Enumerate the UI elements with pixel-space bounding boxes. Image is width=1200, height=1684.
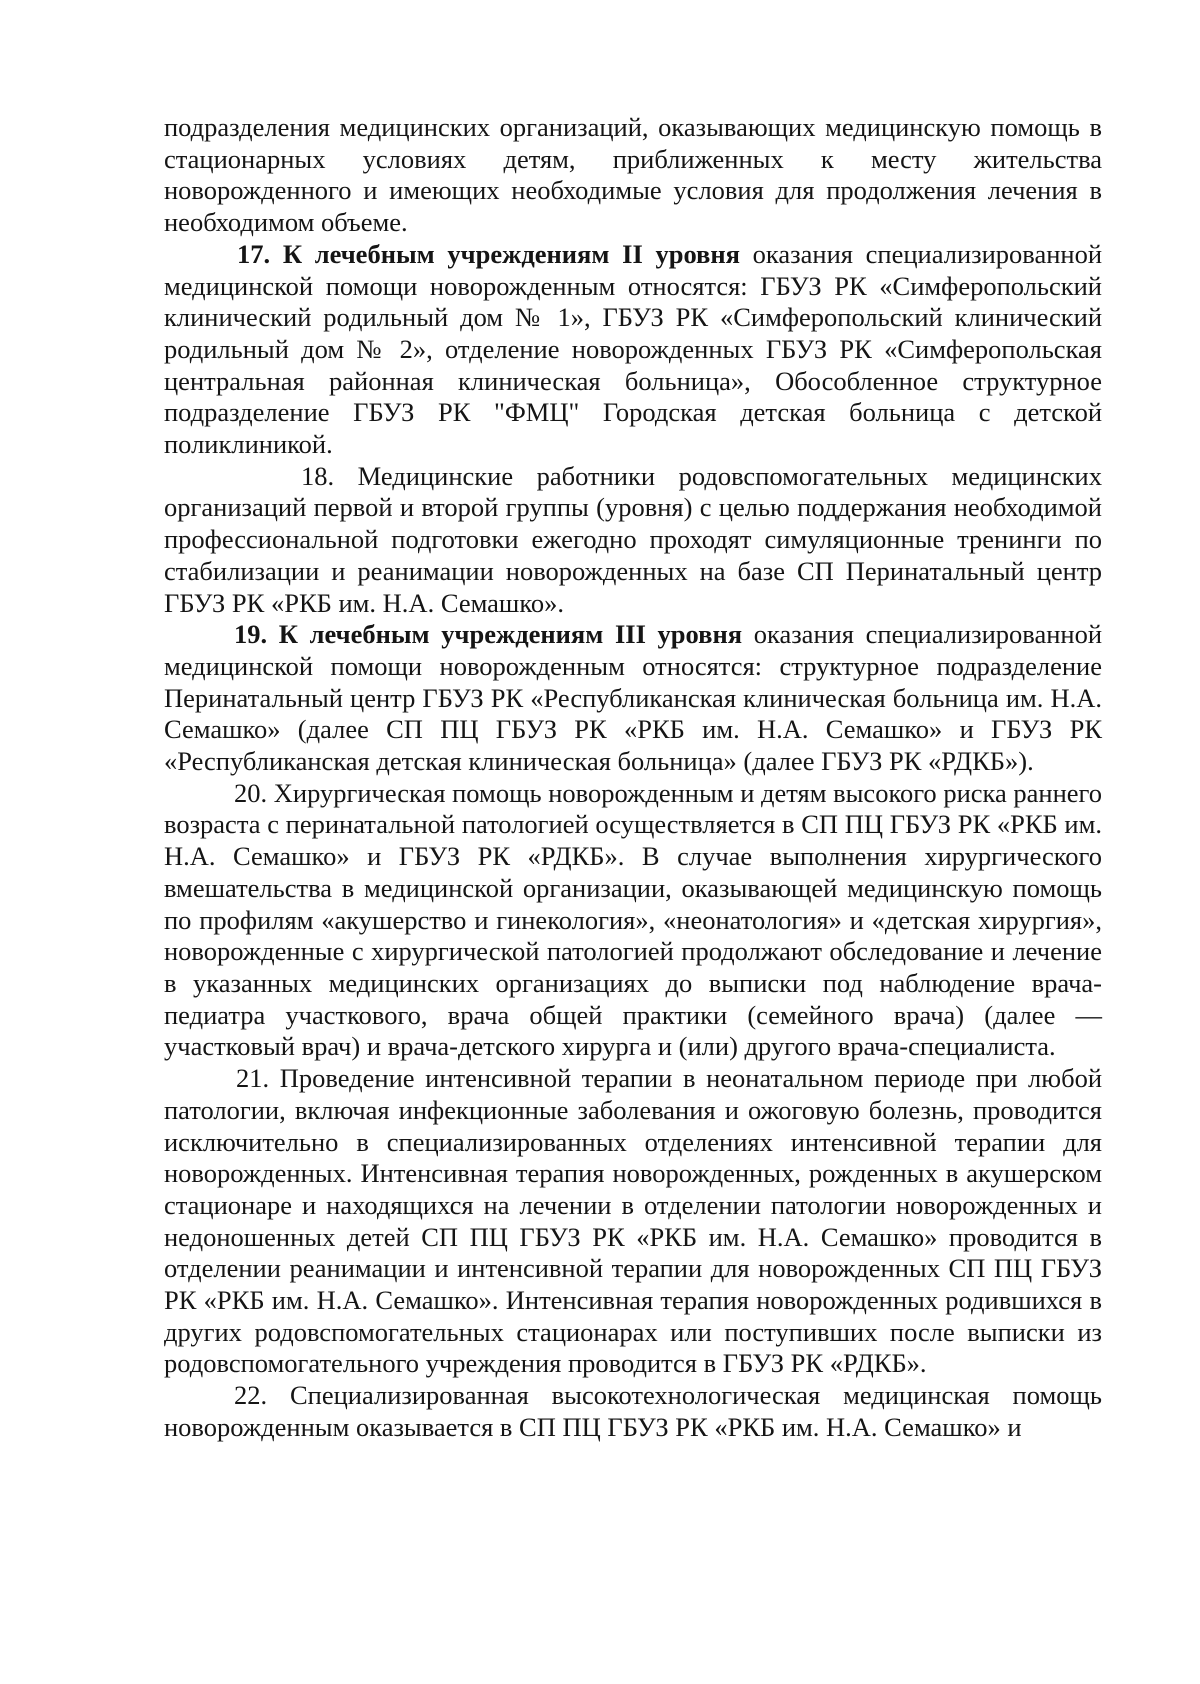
paragraph-17 (164, 239, 1102, 461)
paragraph-text: подразделения медицинских организаций, оказывающих медицинскую помощь в стационарных условиях детям, приближенных к месту жительства новорожденного и имеющих необходимые условия для продолжения лечения в необходимом объеме. (164, 112, 1102, 238)
paragraph-text: оказания специализированной медицинской помощи новорожденным относятся: ГБУЗ РК «Симферопольский клинический родильный дом № 1», ГБУЗ РК «Симферопольский клинический родильный дом № 2», отделение новорожденных ГБУЗ РК «Симферопольская центральная районная клиническая больница», Обособленное структурное подразделение ГБУЗ РК "ФМЦ" Городская детская больница с детской поликлиникой. (164, 238, 1102, 460)
paragraph-18 (164, 461, 1102, 620)
paragraph-21 (164, 1063, 1102, 1380)
paragraph-continuation (164, 112, 1102, 239)
paragraph-19 (164, 619, 1102, 778)
paragraph-text: 21. Проведение интенсивной терапии в неонатальном периоде при любой патологии, включая инфекционные заболевания и ожоговую болезнь, проводится исключительно в специализированных отделениях интенсивной терапии для новорожденных. Интенсивная терапия новорожденных, рожденных в акушерском стационаре и находящихся на лечении в отделении патологии новорожденных и недоношенных детей СП ПЦ ГБУЗ РК «РКБ им. Н.А. Семашко» проводится в отделении реанимации и интенсивной терапии для новорожденных СП ПЦ ГБУЗ РК «РКБ им. Н.А. Семашко». Интенсивная терапия новорожденных родившихся в других родовспомогательных стационарах или поступивших после выписки из родовспомогательного учреждения проводится в ГБУЗ РК «РДКБ». (164, 1063, 1102, 1379)
paragraph-20 (164, 778, 1102, 1063)
document-page (164, 112, 1102, 1444)
paragraph-text: оказания специализированной медицинской помощи новорожденным относятся: структурное подразделение Перинатальный центр ГБУЗ РК «Республиканская клиническая больница им. Н.А. Семашко» (далее СП ПЦ ГБУЗ РК «РКБ им. Н.А. Семашко» и ГБУЗ РК «Республиканская детская клиническая больница» (далее ГБУЗ РК «РДКБ»). (164, 619, 1103, 777)
paragraph-text: 22. Специализированная высокотехнологическая медицинская помощь новорожденным оказывается в СП ПЦ ГБУЗ РК «РКБ им. Н.А. Семашко» и (164, 1380, 1102, 1442)
paragraph-text: 18. Медицинские работники родовспомогательных медицинских организаций первой и второй группы (уровня) с целью поддержания необходимой профессиональной подготовки ежегодно проходят симуляционные тренинги по стабилизации и реанимации новорожденных на базе СП Перинатальный центр ГБУЗ РК «РКБ им. Н.А. Семашко». (164, 460, 1102, 618)
paragraph-bold-lead: 19. К лечебным учреждениям III уровня (234, 619, 743, 650)
paragraph-22 (164, 1380, 1102, 1443)
paragraph-bold-lead: 17. К лечебным учреждениям II уровня (237, 238, 740, 269)
paragraph-text: 20. Хирургическая помощь новорожденным и детям высокого риска раннего возраста с перинатальной патологией осуществляется в СП ПЦ ГБУЗ РК «РКБ им. Н.А. Семашко» и ГБУЗ РК «РДКБ». В случае выполнения хирургического вмешательства в медицинской организации, оказывающей медицинскую помощь по профилям «акушерство и гинекология», «неонатология» и «детская хирургия», новорожденные с хирургической патологией продолжают обследование и лечение в указанных медицинских организациях до выписки под наблюдение врача-педиатра участкового, врача общей практики (семейного врача) (далее —участковый врач) и врача-детского хирурга и (или) другого врача-специалиста. (164, 777, 1102, 1062)
